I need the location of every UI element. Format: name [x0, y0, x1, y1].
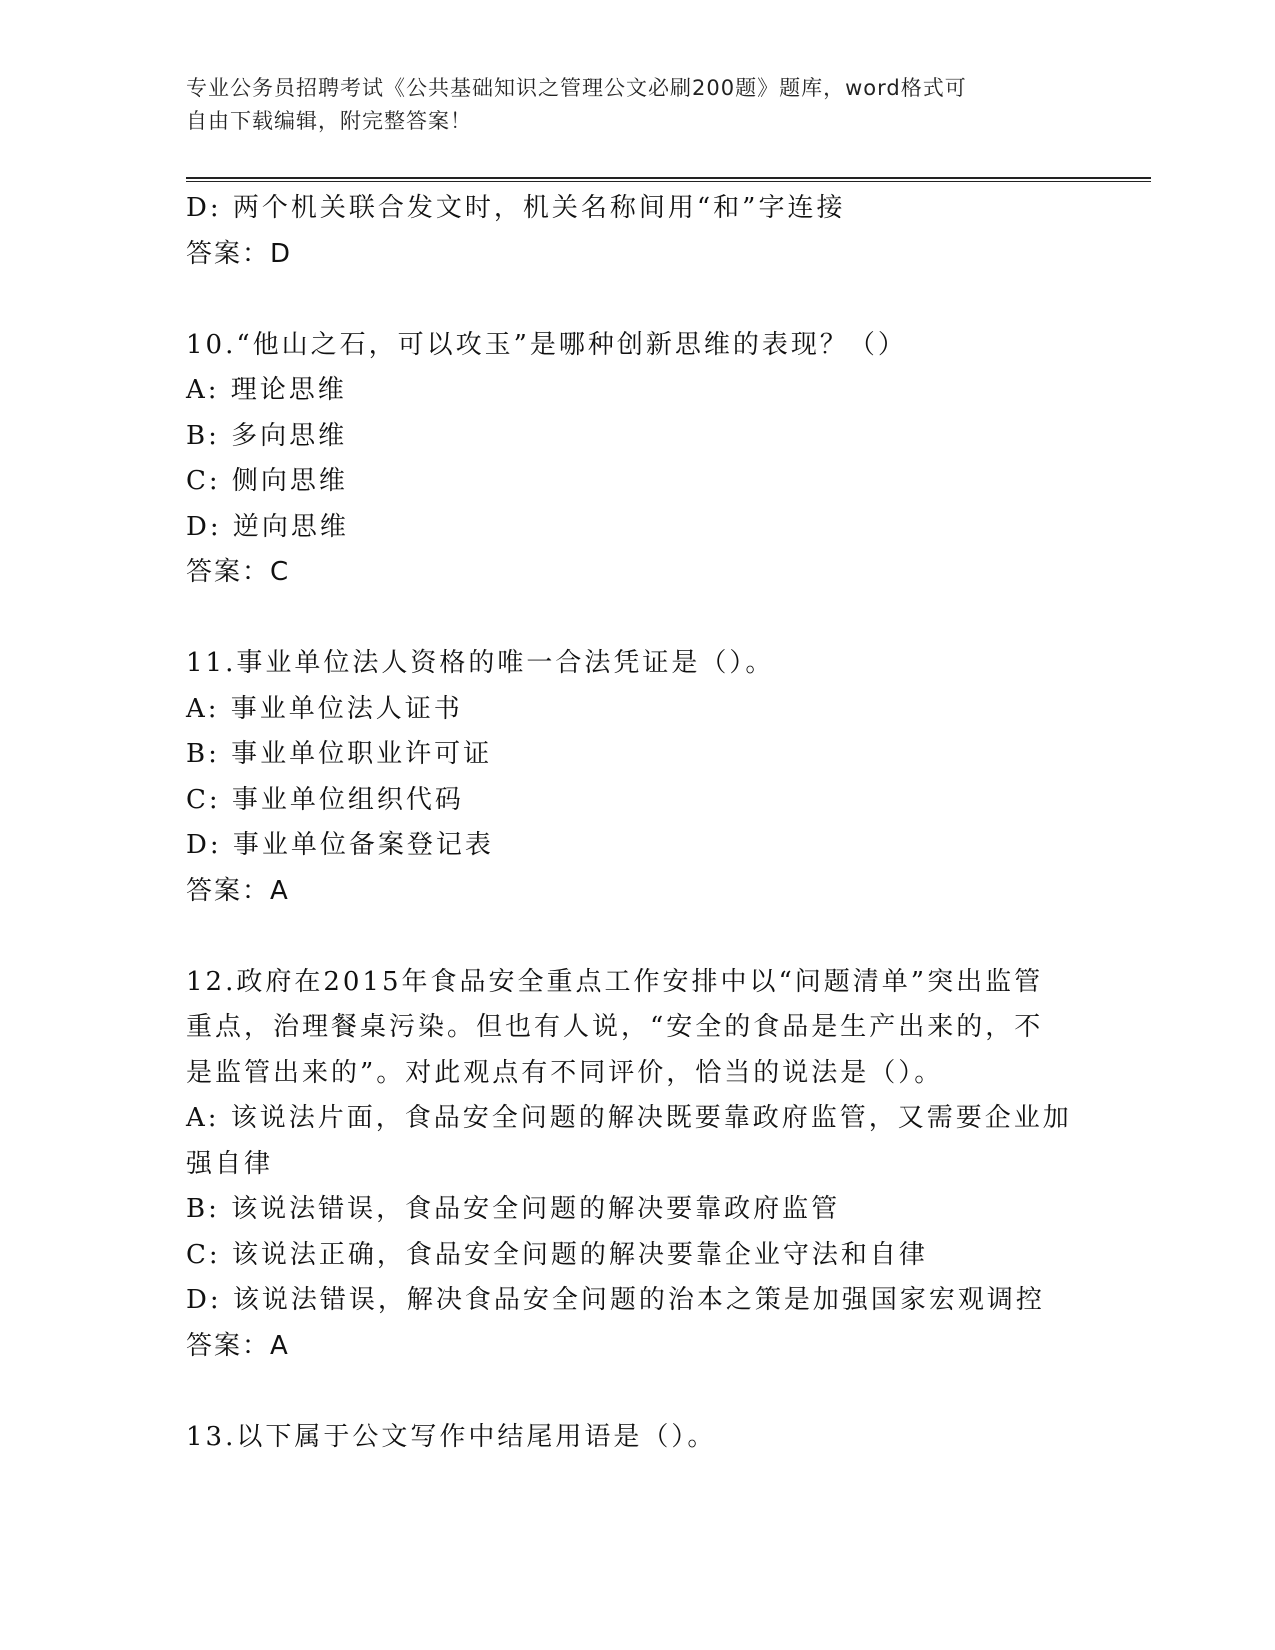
spacer: [186, 277, 1086, 323]
q11-option-a: A: 事业单位法人证书: [186, 693, 463, 724]
document-body: [186, 186, 1086, 1460]
header-title-line-2: 自由下载编辑，附完整答案！: [186, 109, 472, 133]
q9-answer: 答案：D: [186, 238, 293, 269]
q10-option-c: C: 侧向思维: [186, 466, 348, 496]
q10-option-a: A: 理论思维: [186, 375, 347, 405]
q10-option-d: D: 逆向思维: [186, 511, 349, 542]
q12-option-a-line-2: 强自律: [186, 1148, 274, 1179]
q10-answer: 答案：C: [186, 557, 291, 587]
q12-option-d: D: 该说法错误，解决食品安全问题的治本之策是加强国家宏观调控: [186, 1285, 1045, 1315]
q11-question: 11.事业单位法人资格的唯一合法凭证是（）。: [186, 648, 775, 678]
q12-option-a-line-1: A: 该说法片面，食品安全问题的解决既要靠政府监管，又需要企业加: [186, 1103, 1072, 1133]
question-13: [186, 1415, 1086, 1461]
spacer: [186, 1369, 1086, 1415]
q12-option-b: B: 该说法错误，食品安全问题的解决要靠政府监管: [186, 1194, 841, 1224]
q9-option-d: D: 两个机关联合发文时，机关名称间用“和”字连接: [186, 193, 846, 223]
q11-option-d: D: 事业单位备案登记表: [186, 830, 494, 860]
q11-option-b: B: 事业单位职业许可证: [186, 739, 493, 769]
q12-question-line-1: 12.政府在2015年食品安全重点工作安排中以“问题清单”突出监管: [186, 966, 1044, 997]
page-header: [186, 72, 1066, 138]
q12-answer: 答案：A: [186, 1330, 290, 1361]
q12-question-line-2: 重点，治理餐桌污染。但也有人说，“安全的食品是生产出来的，不: [186, 1012, 1044, 1042]
question-11: [186, 641, 1086, 914]
q12-option-c: C: 该说法正确，食品安全问题的解决要靠企业守法和自律: [186, 1239, 928, 1270]
q13-question: 13.以下属于公文写作中结尾用语是（）。: [186, 1421, 717, 1452]
q11-answer: 答案：A: [186, 875, 290, 906]
q12-question-line-3: 是监管出来的”。对此观点有不同评价，恰当的说法是（）。: [186, 1057, 944, 1088]
question-12: [186, 960, 1086, 1370]
question-10: [186, 323, 1086, 596]
q10-option-b: B: 多向思维: [186, 420, 348, 451]
spacer: [186, 596, 1086, 642]
header-divider: [186, 177, 1151, 182]
question-9-tail: [186, 186, 1086, 277]
header-title-line-1: 专业公务员招聘考试《公共基础知识之管理公文必刷200题》题库，word格式可: [186, 76, 967, 100]
q10-question: 10.“他山之石，可以攻玉”是哪种创新思维的表现？（）: [186, 329, 907, 360]
q11-option-c: C: 事业单位组织代码: [186, 784, 464, 815]
spacer: [186, 914, 1086, 960]
